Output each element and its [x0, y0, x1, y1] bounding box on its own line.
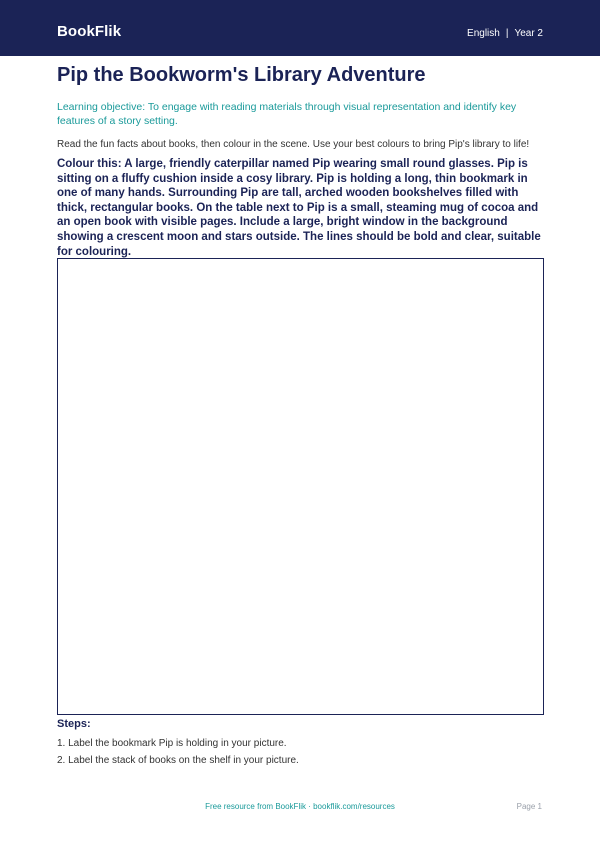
footer-resource-link[interactable]: Free resource from BookFlik · bookflik.com/resources: [205, 802, 395, 811]
colouring-area[interactable]: [57, 258, 544, 715]
meta-separator: |: [505, 28, 509, 39]
colouring-instruction: Colour this: A large, friendly caterpillar named Pip wearing small round glasses. Pip is sitting on a fluffy cushion inside a cosy library. Pip is holding a long, thin bookmark in one of many hands. Surrounding Pip are tall, arched wooden bookshelves filled with thick, rectangular books. On the table next to Pip is a small, steaming mug of cocoa and an open book with visible pages. Include a large, bright window in the background showing a crescent moon and stars outside. The lines should be bold and clear, suitable for colouring.: [57, 158, 541, 258]
step-item: 2. Label the stack of books on the shelf in your picture.: [57, 755, 299, 766]
steps-heading: Steps:: [57, 718, 91, 730]
steps-list: [57, 737, 547, 771]
subject-level: [467, 28, 543, 39]
top-banner: [0, 0, 600, 56]
subject-label: English: [467, 28, 500, 39]
page-number: Page 1: [516, 802, 542, 811]
learning-objective: Learning objective: To engage with reading materials through visual representation and identify key features of a story setting.: [57, 101, 517, 127]
page-title: Pip the Bookworm's Library Adventure: [57, 64, 426, 86]
step-item: 1. Label the bookmark Pip is holding in your picture.: [57, 738, 287, 749]
intro-text: Read the fun facts about books, then colour in the scene. Use your best colours to bring Pip's library to life!: [57, 139, 530, 150]
level-label: Year 2: [514, 28, 543, 39]
brand-logo-text: BookFlik: [57, 23, 122, 40]
